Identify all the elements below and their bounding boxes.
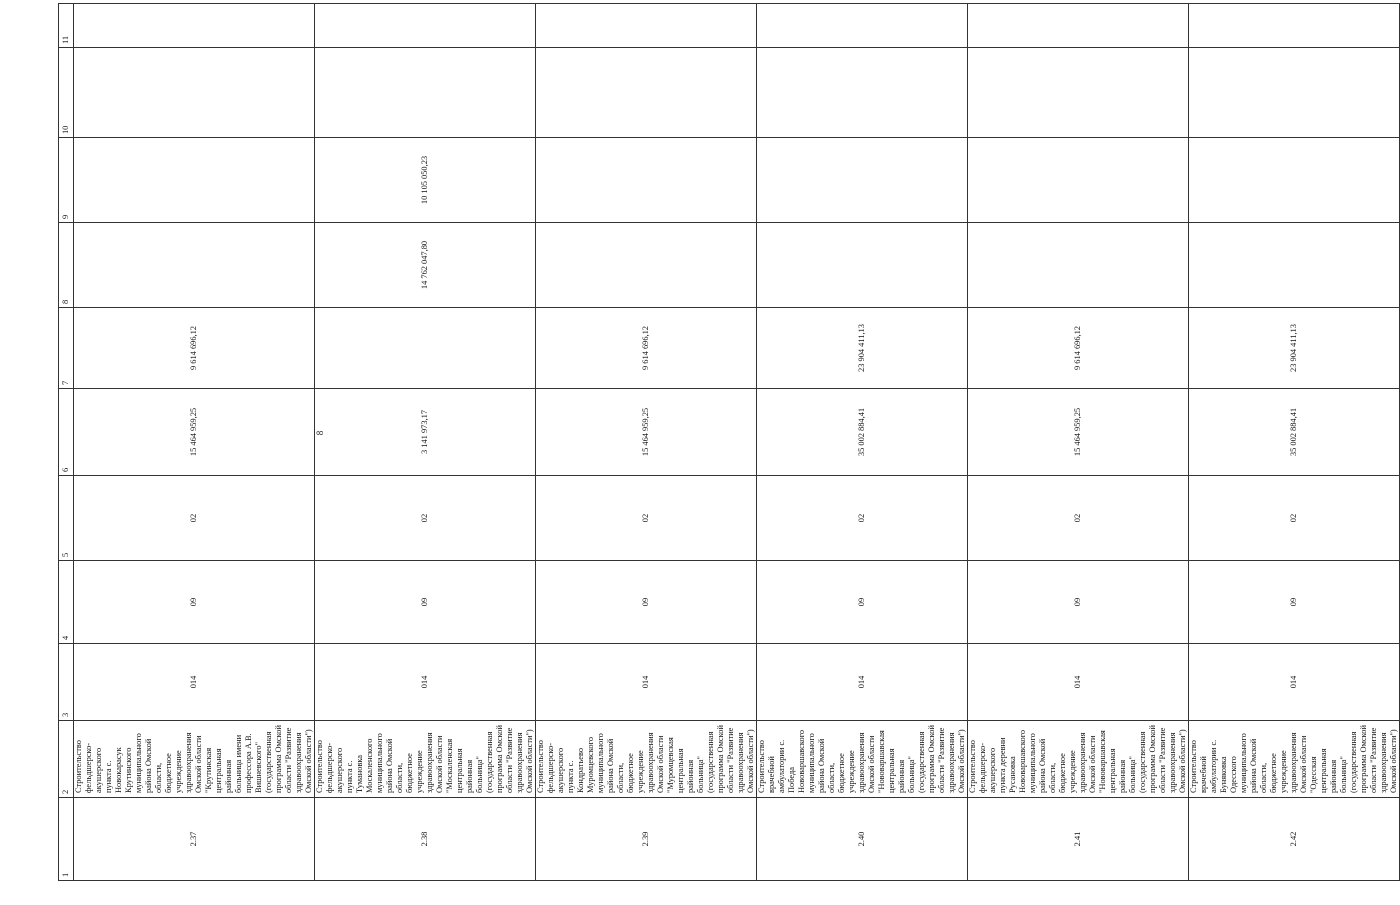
column-header: 1 bbox=[59, 798, 74, 881]
table-body bbox=[59, 4, 1400, 881]
row-description: Строительство фельдшерско-акушерского пункта деревни Русановка Нововаршавского муниципального района Омской области, бюджетное учреждение здравоохранения Омской области "Нововаршавская центральная районная больница" (государственная программа Омской области "Развитие здравоохранения Омской области") bbox=[968, 721, 1189, 798]
row-description: Строительство фельдшерско-акушерского пункта с. Тумановка Москаленского муниципального района Омской области, бюджетное учреждение здравоохранения Омской области "Москаленская центральная районная больница" (государственная программа Омской области "Развитие здравоохранения Омской области") bbox=[315, 721, 536, 798]
row-amount-col10 bbox=[757, 48, 968, 138]
row-description: Строительство врачебной амбулатории с. Буняковка Одесского муниципального района Омской области, бюджетное учреждение здравоохранения Омской области "Одесская центральная районная больница" (государственная программа Омской области "Развитие здравоохранения Омской области") bbox=[1189, 721, 1400, 798]
column-header: 3 bbox=[59, 644, 74, 721]
row-amount-col6: 15 464 959,25 bbox=[968, 389, 1189, 476]
row-amount-col9: 10 105 050,23 bbox=[315, 138, 536, 223]
row-index: 2.37 bbox=[74, 798, 315, 881]
row-amount-col7 bbox=[315, 308, 536, 389]
row-description: Строительство врачебной амбулатории с. Победа Нововаршавского муниципального района Омской области, бюджетное учреждение здравоохранения Омской области "Нововаршавская центральная районная больница" (государственная программа Омской области "Развитие здравоохранения Омской области") bbox=[757, 721, 968, 798]
row-amount-col7: 9 614 696,12 bbox=[74, 308, 315, 389]
column-header: 6 bbox=[59, 389, 74, 476]
column-header: 9 bbox=[59, 138, 74, 223]
budget-table bbox=[58, 3, 1400, 881]
row-amount-col9 bbox=[74, 138, 315, 223]
row-amount-col11 bbox=[757, 4, 968, 48]
row-amount-col9 bbox=[1189, 138, 1400, 223]
row-code-section: 09 bbox=[968, 561, 1189, 644]
row-amount-col10 bbox=[536, 48, 757, 138]
column-header: 11 bbox=[59, 4, 74, 48]
budget-table-container bbox=[58, 24, 1398, 881]
row-code-section: 09 bbox=[757, 561, 968, 644]
column-header: 5 bbox=[59, 476, 74, 561]
column-number-row bbox=[59, 4, 74, 881]
row-amount-col6: 3 141 973,17 bbox=[315, 389, 536, 476]
row-amount-col10 bbox=[315, 48, 536, 138]
row-amount-col8 bbox=[757, 223, 968, 308]
column-header: 2 bbox=[59, 721, 74, 798]
row-amount-col6: 15 464 959,25 bbox=[74, 389, 315, 476]
row-amount-col10 bbox=[968, 48, 1189, 138]
row-amount-col8 bbox=[1189, 223, 1400, 308]
row-code-section: 09 bbox=[1189, 561, 1400, 644]
row-index: 2.40 bbox=[757, 798, 968, 881]
row-amount-col8 bbox=[536, 223, 757, 308]
table-row bbox=[536, 4, 757, 881]
row-code-ministry: 014 bbox=[74, 644, 315, 721]
table-row bbox=[757, 4, 968, 881]
row-amount-col8 bbox=[968, 223, 1189, 308]
row-amount-col9 bbox=[536, 138, 757, 223]
row-code-subsection: 02 bbox=[536, 476, 757, 561]
row-code-section: 09 bbox=[315, 561, 536, 644]
column-header: 4 bbox=[59, 561, 74, 644]
row-code-ministry: 014 bbox=[536, 644, 757, 721]
table-row bbox=[74, 4, 315, 881]
table-row bbox=[1189, 4, 1400, 881]
row-code-ministry: 014 bbox=[757, 644, 968, 721]
row-amount-col7: 9 614 696,12 bbox=[968, 308, 1189, 389]
row-amount-col9 bbox=[968, 138, 1189, 223]
row-amount-col6: 35 002 884,41 bbox=[1189, 389, 1400, 476]
row-amount-col10 bbox=[74, 48, 315, 138]
row-code-ministry: 014 bbox=[315, 644, 536, 721]
column-header: 10 bbox=[59, 48, 74, 138]
row-amount-col7: 23 904 411,13 bbox=[1189, 308, 1400, 389]
row-amount-col8: 14 762 047,80 bbox=[315, 223, 536, 308]
row-code-subsection: 02 bbox=[968, 476, 1189, 561]
row-code-subsection: 02 bbox=[315, 476, 536, 561]
row-index: 2.39 bbox=[536, 798, 757, 881]
page-number: 8 bbox=[315, 430, 325, 436]
row-description: Строительство фельдшерско-акушерского пункта с. Кондратьево Муромцевского муниципального района Омской области, бюджетное учреждение здравоохранения Омской области "Муромцевская центральная районная больница" (государственная программа Омской области "Развитие здравоохранения Омской области") bbox=[536, 721, 757, 798]
row-code-ministry: 014 bbox=[1189, 644, 1400, 721]
row-amount-col6: 15 464 959,25 bbox=[536, 389, 757, 476]
row-index: 2.38 bbox=[315, 798, 536, 881]
row-amount-col10 bbox=[1189, 48, 1400, 138]
row-amount-col11 bbox=[536, 4, 757, 48]
column-header: 8 bbox=[59, 223, 74, 308]
row-amount-col7: 9 614 696,12 bbox=[536, 308, 757, 389]
row-amount-col8 bbox=[74, 223, 315, 308]
row-amount-col11 bbox=[968, 4, 1189, 48]
row-index: 2.42 bbox=[1189, 798, 1400, 881]
row-amount-col11 bbox=[1189, 4, 1400, 48]
table-row bbox=[315, 4, 536, 881]
row-amount-col7: 23 904 411,13 bbox=[757, 308, 968, 389]
row-code-section: 09 bbox=[74, 561, 315, 644]
row-amount-col11 bbox=[315, 4, 536, 48]
row-code-section: 09 bbox=[536, 561, 757, 644]
table-row bbox=[968, 4, 1189, 881]
row-amount-col6: 35 002 884,41 bbox=[757, 389, 968, 476]
row-code-subsection: 02 bbox=[1189, 476, 1400, 561]
row-code-subsection: 02 bbox=[757, 476, 968, 561]
row-code-ministry: 014 bbox=[968, 644, 1189, 721]
row-index: 2.41 bbox=[968, 798, 1189, 881]
row-amount-col11 bbox=[74, 4, 315, 48]
row-description: Строительство фельдшерско-акушерского пункта с. Новокарасук Крутинского муниципального района Омской области, бюджетное учреждение здравоохранения Омской области "Крутинская центральная районная больница имени профессора А.В. Вишневского" (государственная программа Омской области "Развитие здравоохранения Омской области") bbox=[74, 721, 315, 798]
row-code-subsection: 02 bbox=[74, 476, 315, 561]
column-header: 7 bbox=[59, 308, 74, 389]
row-amount-col9 bbox=[757, 138, 968, 223]
